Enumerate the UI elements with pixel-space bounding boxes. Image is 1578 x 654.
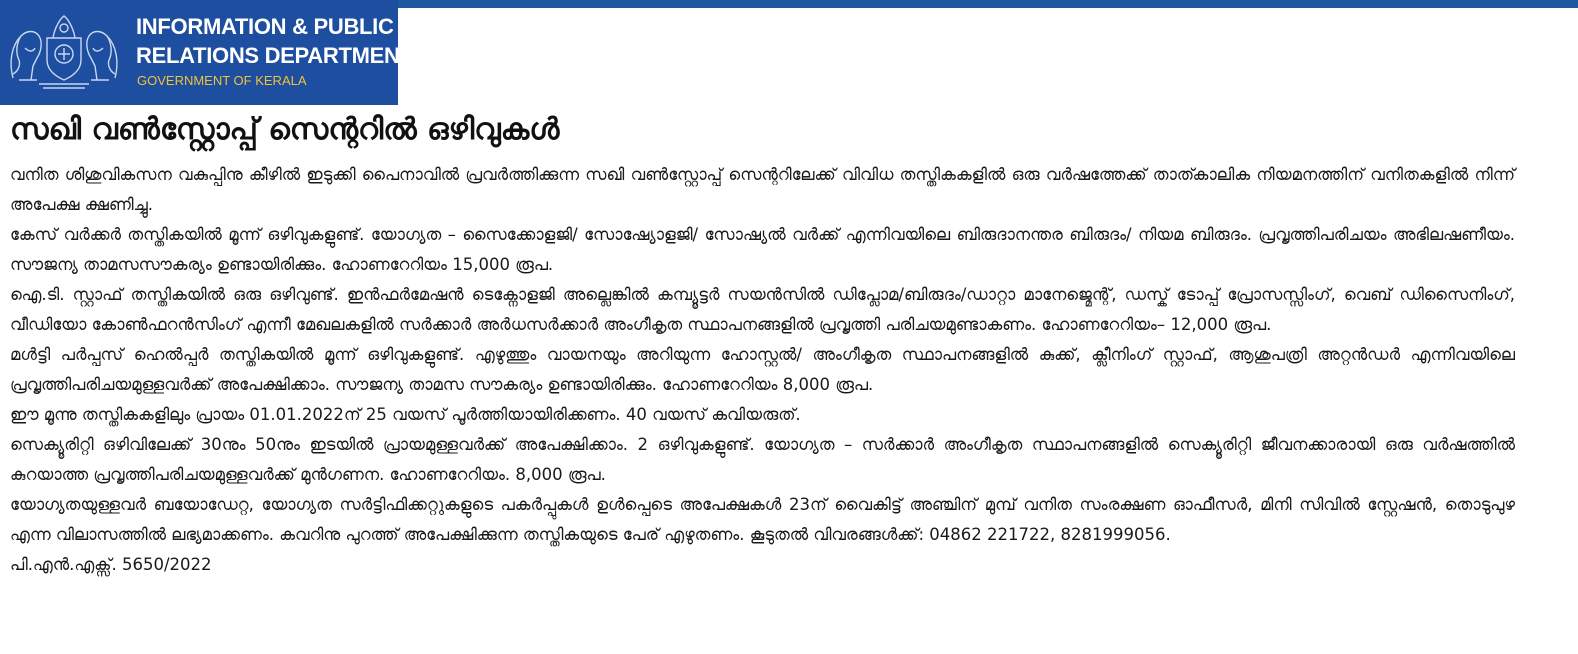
release-number: പി.എൻ.എക്സ്. 5650/2022 <box>10 555 212 574</box>
article-title: സഖി വൺസ്റ്റോപ്പ് സെന്ററിൽ ഒഴിവുകൾ <box>10 112 560 147</box>
kerala-state-emblem-icon <box>3 8 125 90</box>
department-name-line2: RELATIONS DEPARTMENT <box>136 43 413 68</box>
article-paragraph: വനിത ശിശുവികസന വകുപ്പിനു കീഴിൽ ഇടുക്കി പൈനാവിൽ പ്രവർത്തിക്കുന്ന സഖി വൺസ്റ്റോപ്പ് സെന്ററിലേക്ക് വിവിധ തസ്തികകളിൽ ഒരു വർഷത്തേക്ക് താത്കാലിക നിയമനത്തിന് വനിതകളിൽ നിന്ന് അപേക്ഷ ക്ഷണിച്ചു. <box>10 165 1515 214</box>
article-body <box>10 160 1515 580</box>
article-paragraph: സെക്യൂരിറ്റി ഒഴിവിലേക്ക് 30നും 50നും ഇടയിൽ പ്രായമുള്ളവർക്ക് അപേക്ഷിക്കാം. 2 ഒഴിവുകളുണ്ട്. യോഗ്യത – സർക്കാർ അംഗീകൃത സ്ഥാപനങ്ങളിൽ സെക്യൂരിറ്റി ജീവനക്കാരായി ഒരു വർഷത്തിൽ കുറയാത്ത പ്രവൃത്തിപരിചയമുള്ളവർക്ക് മുൻഗണന. ഹോണറേറിയം. 8,000 രൂപ. <box>10 435 1515 484</box>
article-paragraph: ഈ മൂന്നു തസ്തികകളിലും പ്രായം 01.01.2022ന് 25 വയസ് പൂർത്തിയായിരിക്കണം. 40 വയസ് കവിയരുത്. <box>10 405 801 424</box>
article-paragraph: കേസ് വർക്കർ തസ്തികയിൽ മൂന്ന് ഒഴിവുകളുണ്ട്. യോഗ്യത – സൈക്കോളജി/ സോഷ്യോളജി/ സോഷ്യൽ വർക്ക് എന്നിവയിലെ ബിരുദാനന്തര ബിരുദം/ നിയമ ബിരുദം. പ്രവൃത്തിപരിചയം അഭിലഷണീയം. സൗജന്യ താമസസൗകര്യം ഉണ്ടായിരിക്കും. ഹോണറേറിയം 15,000 രൂപ. <box>10 225 1515 274</box>
article-paragraph: യോഗ്യതയുള്ളവർ ബയോഡേറ്റ, യോഗ്യത സർട്ടിഫിക്കറ്റുകളുടെ പകർപ്പുകൾ ഉൾപ്പെടെ അപേക്ഷകൾ 23ന് വൈകിട്ട് അഞ്ചിന് മുമ്പ് വനിത സംരക്ഷണ ഓഫീസർ, മിനി സിവിൽ സ്റ്റേഷൻ, തൊടുപുഴ എന്ന വിലാസത്തിൽ ലഭ്യമാക്കണം. കവറിനു പുറത്ത് അപേക്ഷിക്കുന്ന തസ്തികയുടെ പേര് എഴുതണം. കൂടുതൽ വിവരങ്ങൾക്ക്: 04862 221722, 8281999056. <box>10 495 1515 544</box>
article-paragraph: ഐ.ടി. സ്റ്റാഫ് തസ്തികയിൽ ഒരു ഒഴിവുണ്ട്. ഇൻഫർമേഷൻ ടെക്നോളജി അല്ലെങ്കിൽ കമ്പ്യൂട്ടർ സയൻസിൽ ഡിപ്ലോമ/ബിരുദം/ഡാറ്റാ മാനേജ്മെന്റ്, ഡസ്ക് ടോപ്പ് പ്രോസസ്സിംഗ്, വെബ് ഡിസൈനിംഗ്, വീഡിയോ കോൺഫറൻസിംഗ് എന്നീ മേഖലകളിൽ സർക്കാർ അർധസർക്കാർ അംഗീകൃത സ്ഥാപനങ്ങളിൽ പ്രവൃത്തി പരിചയമുണ്ടാകണം. ഹോണറേറിയം– 12,000 രൂപ. <box>10 285 1515 334</box>
prd-logo[interactable] <box>0 0 413 105</box>
article-paragraph: മൾട്ടി പർപ്പസ് ഹെൽപ്പർ തസ്തികയിൽ മൂന്ന് ഒഴിവുകളുണ്ട്. എഴുത്തും വായനയും അറിയുന്ന ഹോസ്റ്റൽ/ അംഗീകൃത സ്ഥാപനങ്ങളിൽ കുക്ക്, ക്ലീനിംഗ് സ്റ്റാഫ്, ആശുപത്രി അറ്റൻഡർ എന്നിവയിലെ പ്രവൃത്തിപരിചയമുള്ളവർക്ക് അപേക്ഷിക്കാം. സൗജന്യ താമസ സൗകര്യം ഉണ്ടായിരിക്കും. ഹോണറേറിയം 8,000 രൂപ. <box>10 345 1515 394</box>
government-name: GOVERNMENT OF KERALA <box>137 73 307 88</box>
department-name-line1: INFORMATION & PUBLIC <box>136 14 394 39</box>
